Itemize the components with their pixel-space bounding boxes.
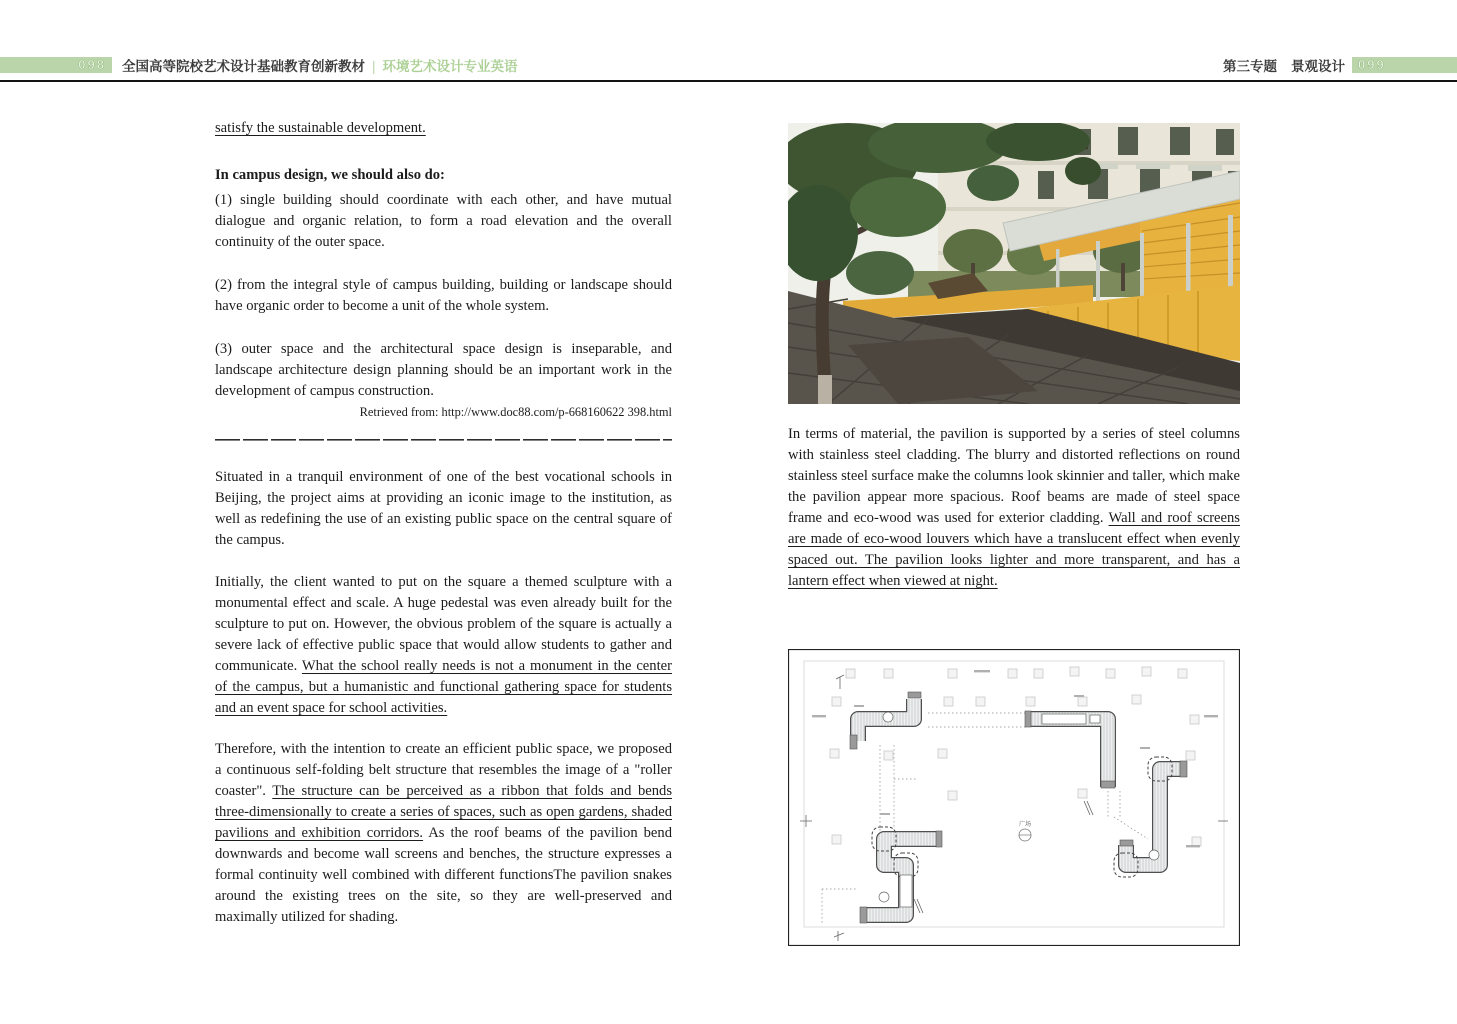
list-item-1: (1) single building should coordinate with each other, and have mutual dialogue and organic relation, to form a road elevation and the overall continuity of the outer space. — [215, 192, 672, 250]
painted-trunk-base — [818, 375, 832, 404]
book-series-title: 全国高等院校艺术设计基础教育创新教材 — [122, 59, 365, 74]
intro-sentence: satisfy the sustainable development. — [215, 120, 426, 136]
chapter-label: 第三专题 — [1223, 59, 1277, 74]
page-number-left: 098 — [78, 57, 106, 72]
campus-design-heading: In campus design, we should also do: — [215, 167, 445, 183]
header-left — [122, 55, 518, 75]
material-paragraph: In terms of material, the pavilion is supported by a series of steel columns with stainless steel cladding. The blurry and distorted reflections on round stainless steel surface make the columns look skinnier and taller, which make the pavilion appear more spacious. Roof beams are made of steel space frame and eco-wood was used for exterior cladding. Wall and roof screens are made of eco-wood louvers which have a translucent effect when evenly spaced out. The pavilion looks lighter and more transparent, and has a lantern effect when viewed at night. — [788, 426, 1240, 589]
chapter-title: 景观设计 — [1291, 59, 1345, 74]
list-item-2: (2) from the integral style of campus building, building or landscape should have organic order to become a unit of the whole system. — [215, 277, 672, 314]
design-concept-paragraph: Therefore, with the intention to create an efficient public space, we proposed a continuous self-folding belt structure that resembles the image of a "roller coaster". The structure can be perceived as a ribbon that folds and bends three-dimensionally to create a series of spaces, such as open gardens, shaded pavilions and exhibition corridors. As the roof beams of the pavilion bend downwards and become wall screens and benches, the structure expresses a formal continuity well combined with different functionsThe pavilion snakes around the existing trees on the site, so they are well-preserved and maximally utilized for shading. — [215, 741, 672, 925]
header-rule — [0, 80, 1457, 82]
book-subtitle: 环境艺术设计专业英语 — [382, 59, 518, 74]
right-text-column — [788, 424, 1240, 592]
header-separator: | — [372, 59, 376, 74]
list-item-3: (3) outer space and the architectural space design is inseparable, and landscape architecture design planning should be an important work in the development of campus construction. — [215, 341, 672, 399]
source-citation: Retrieved from: http://www.doc88.com/p-668160622 398.html — [359, 405, 672, 419]
header-bar-right — [1352, 57, 1457, 73]
project-intro-paragraph: Situated in a tranquil environment of one of the best vocational schools in Beijing, the project aims at providing an iconic image to the institution, as well as redefining the use of an existing public space on the central square of the campus. — [215, 469, 672, 548]
plan-border — [789, 650, 1240, 946]
header-bar-left — [0, 57, 112, 73]
page-number-right: 099 — [1358, 57, 1386, 72]
plaza-label: 广场 — [1019, 821, 1032, 828]
left-text-column — [215, 118, 672, 928]
section-divider — [215, 437, 672, 441]
pavilion-photo — [788, 123, 1240, 404]
header-right — [1223, 55, 1345, 75]
client-brief-paragraph: Initially, the client wanted to put on the square a themed sculpture with a monumental effect and scale. A huge pedestal was even already built for the sculpture to put on. However, the obvious problem of the square is actually a severe lack of effective public space that would allow students to gather and communicate. What the school really needs is not a monument in the center of the campus, but a humanistic and functional gathering space for students and an event space for school activities. — [215, 574, 672, 716]
site-plan-drawing — [788, 649, 1240, 946]
